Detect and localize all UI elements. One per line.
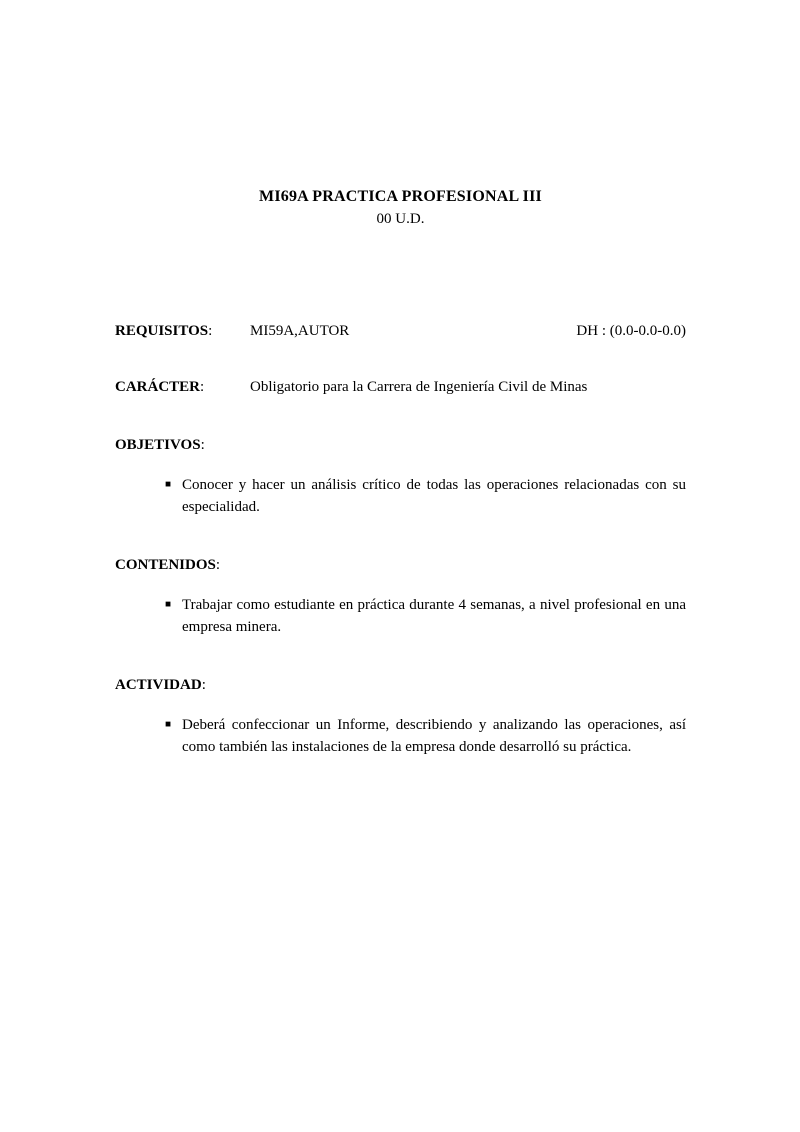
contenidos-bullet-text: Trabajar como estudiante en práctica durante 4 semanas, a nivel profesional en una empresa minera. [182, 597, 686, 635]
objetivos-colon: : [200, 437, 205, 453]
square-bullet-icon: ■ [165, 719, 172, 730]
section-actividad [115, 674, 686, 758]
square-bullet-icon: ■ [165, 599, 172, 610]
field-row-requisitos [115, 320, 686, 342]
dh-credits-value: DH : (0.0-0.0-0.0) [576, 323, 686, 339]
square-bullet-icon: ■ [165, 479, 172, 490]
caracter-value: Obligatorio para la Carrera de Ingeniería Civil de Minas [250, 379, 588, 395]
bullet-item [165, 594, 686, 638]
requisitos-label-text: REQUISITOS [115, 323, 209, 339]
section-contenidos [115, 554, 686, 638]
caracter-colon: : [200, 379, 205, 395]
contenidos-heading-text: CONTENIDOS [115, 557, 216, 573]
course-title: MI69A PRACTICA PROFESIONAL III [259, 188, 542, 205]
caracter-label [115, 376, 250, 398]
bullet-item [165, 714, 686, 758]
requisitos-value: MI59A,AUTOR [250, 323, 350, 339]
field-row-caracter [115, 376, 686, 398]
course-units: 00 U.D. [376, 211, 425, 227]
title-block [115, 186, 686, 230]
actividad-colon: : [201, 677, 206, 693]
caracter-label-text: CARÁCTER [115, 379, 201, 395]
actividad-heading [115, 674, 686, 696]
objetivos-heading-text: OBJETIVOS [115, 437, 201, 453]
contenidos-colon: : [215, 557, 221, 573]
objetivos-bullet-text: Conocer y hacer un análisis crítico de todas las operaciones relacionadas con su especialidad. [182, 477, 686, 515]
section-objetivos [115, 434, 686, 518]
actividad-heading-text: ACTIVIDAD [115, 677, 202, 693]
contenidos-heading [115, 554, 686, 576]
requisitos-label [115, 320, 250, 342]
actividad-bullet-text: Deberá confeccionar un Informe, describiendo y analizando las operaciones, así como también las instalaciones de la empresa donde desarrolló su práctica. [182, 717, 686, 755]
objetivos-heading [115, 434, 686, 456]
requisitos-colon: : [208, 323, 213, 339]
bullet-item [165, 474, 686, 518]
